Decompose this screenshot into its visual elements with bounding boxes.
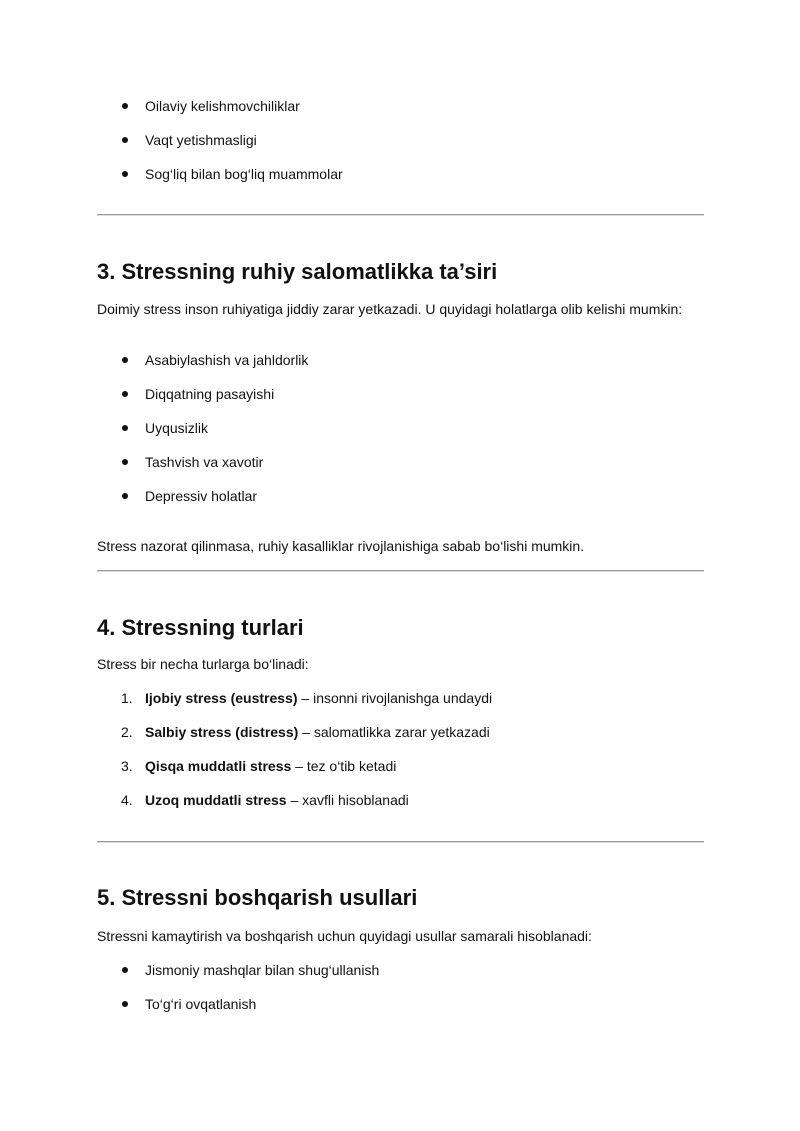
section-4-numbered-list [97, 689, 704, 825]
section-5-bullet-list [97, 961, 704, 1029]
list-item [97, 385, 704, 419]
list-item-text: Depressiv holatlar [145, 488, 258, 504]
section-5-intro: Stressni kamaytirish va boshqarish uchun quyidagi usullar samarali hisoblanadi: [97, 928, 592, 944]
section-4-heading: 4. Stressning turlari [97, 615, 304, 640]
list-item-text: Uyqusizlik [145, 420, 209, 436]
list-item-text: Diqqatning pasayishi [145, 386, 275, 402]
list-item [97, 97, 704, 131]
list-desc: – xavfli hisoblanadi [286, 792, 409, 808]
section-divider [97, 214, 704, 216]
top-bullet-list-block [97, 97, 704, 199]
list-item-text: Jismoniy mashqlar bilan shug‘ullanish [145, 962, 380, 978]
list-desc: – salomatlikka zarar yetkazadi [298, 724, 490, 740]
section-5-list-block [97, 961, 704, 1029]
bullet-icon [122, 391, 128, 397]
section-divider [97, 841, 704, 843]
bullet-icon [122, 425, 128, 431]
section-4-list-block [97, 689, 704, 825]
section-4-intro: Stress bir necha turlarga bo‘linadi: [97, 656, 309, 672]
list-number: 1. [121, 690, 133, 706]
list-item [97, 689, 704, 723]
list-number: 4. [121, 792, 133, 808]
list-number: 2. [121, 724, 133, 740]
bullet-icon [122, 1001, 128, 1007]
list-item [97, 351, 704, 385]
list-item [97, 419, 704, 453]
list-number: 3. [121, 758, 133, 774]
list-item [97, 165, 704, 199]
list-item [97, 791, 704, 825]
list-item [97, 995, 704, 1029]
list-item-text: Asabiylashish va jahldorlik [145, 352, 309, 368]
bullet-icon [122, 171, 128, 177]
list-desc: – insonni rivojlanishga undaydi [297, 690, 493, 706]
bullet-icon [122, 357, 128, 363]
bullet-icon [122, 103, 128, 109]
section-divider [97, 570, 704, 572]
list-term: Qisqa muddatli stress [145, 758, 292, 774]
list-item [97, 723, 704, 757]
bullet-icon [122, 967, 128, 973]
list-item [97, 757, 704, 791]
list-item-text: Tashvish va xavotir [145, 454, 264, 470]
section-3-heading: 3. Stressning ruhiy salomatlikka ta’siri [97, 259, 498, 284]
list-item [97, 453, 704, 487]
bullet-icon [122, 493, 128, 499]
list-term: Uzoq muddatli stress [145, 792, 287, 808]
list-term: Salbiy stress (distress) [145, 724, 299, 740]
list-item [97, 961, 704, 995]
list-term: Ijobiy stress (eustress) [145, 690, 298, 706]
bullet-icon [122, 459, 128, 465]
list-item-text: Oilaviy kelishmovchiliklar [145, 98, 300, 114]
list-desc: – tez o‘tib ketadi [291, 758, 397, 774]
list-item [97, 131, 704, 165]
section-3-intro: Doimiy stress inson ruhiyatiga jiddiy zarar yetkazadi. U quyidagi holatlarga olib kelishi mumkin: [97, 301, 683, 317]
section-3-conclusion: Stress nazorat qilinmasa, ruhiy kasalliklar rivojlanishiga sabab bo‘lishi mumkin. [97, 538, 585, 554]
list-item-text: Vaqt yetishmasligi [145, 132, 257, 148]
section-3-list-block [97, 351, 704, 521]
list-item-text: To‘g‘ri ovqatlanish [145, 996, 257, 1012]
list-item [97, 487, 704, 521]
section-5-heading: 5. Stressni boshqarish usullari [97, 885, 418, 910]
top-bullet-list [97, 97, 704, 199]
list-item-text: Sog‘liq bilan bog‘liq muammolar [145, 166, 343, 182]
bullet-icon [122, 137, 128, 143]
section-3-bullet-list [97, 351, 704, 521]
